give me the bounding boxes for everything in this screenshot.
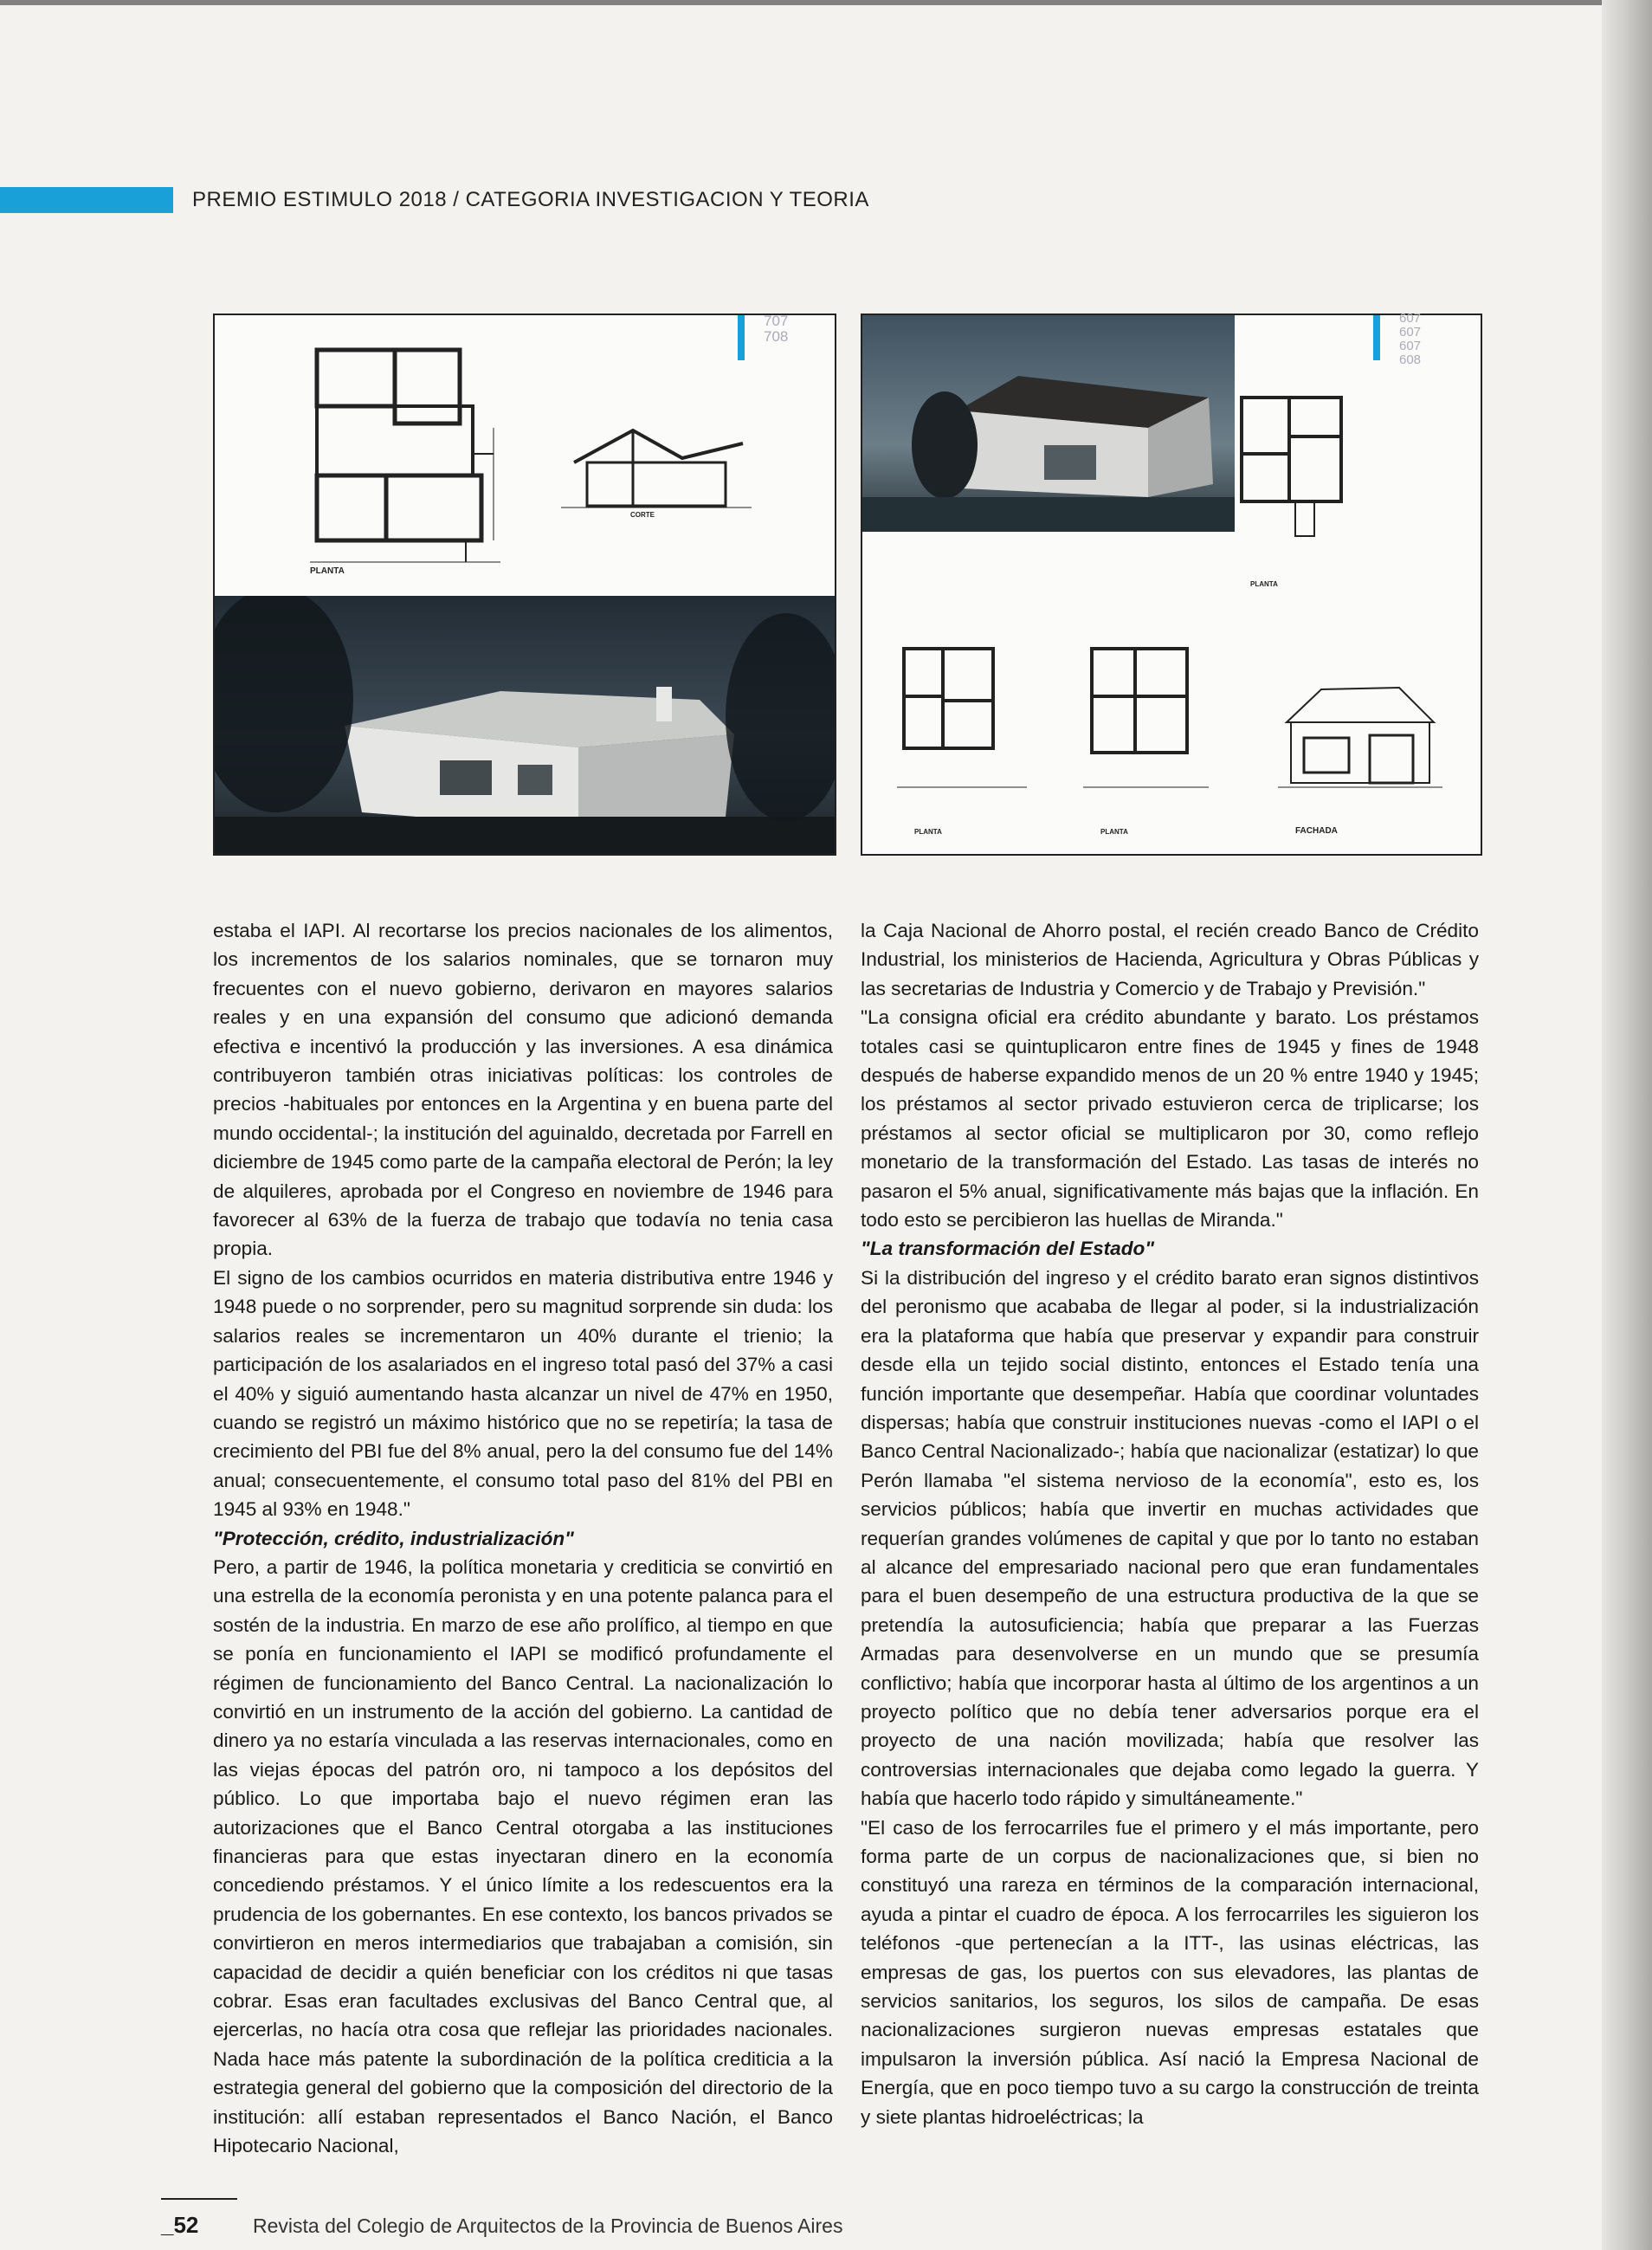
figure-house-707 [213,314,836,856]
plans-and-facade-drawing [862,315,1481,854]
scan-page-edge [1602,0,1652,2250]
house-photo-drawing [215,596,835,854]
paragraph: "La consigna oficial era crédito abundante y barato. Los préstamos totales casi se quintuplicaron entre fines de 1945 y fines de 1948 después de haberse expandido menos de un 20 % entre 1940 y 1945; los préstamos al sector privado estuvieron cerca de triplicarse; los préstamos al sector oficial se multiplicaron por 30, como reflejo monetario de la transformación del Estado. Las tasas de interés no pasaron el 5% anual, significativamente más bajas que la inflación. En todo esto se percibieron las huellas de Miranda." [861,1006,1479,1232]
footer-rule [161,2198,237,2200]
plan-label: PLANTA [914,828,942,836]
house-photo [215,596,835,854]
paragraph: Pero, a partir de 1946, la política monetaria y crediticia se convirtió en una estrella de la economía peronista y en una potente palanca para el sostén de la industria. En marzo de ese año prolífico, al tiempo en que se ponía en funcionamiento el IAPI se modificó profundamente el régimen de funcionamiento del Banco Central. La nacionalización lo convirtió en un instrumento de la acción del gobierno. La cantidad de dinero ya no estaría vinculada a las reservas internacionales, como en las viejas épocas del patrón oro, ni tampoco a los depósitos del público. Lo que importaba bajo el nuevo régimen eran las autorizaciones que el Banco Central otorgaba a las instituciones financieras para que estas inyectaran dinero en la economía concediendo préstamos. Y el único límite a los redescuentos era la prudencia de los gobernantes. En ese contexto, los bancos privados se convirtieron en meros intermediarios que trabajaban a comisión, sin capacidad de decidir a quién beneficiar con los créditos ni que tasas cobrar. Esas eran facultades exclusivas del Banco Central que, al ejercerlas, no hacía otra cosa que reflejar las prioridades nacionales. Nada hace más patente la subordinación de la política crediticia a la estrategia general del gobierno que la composición del directorio de la institución: allí estaban representados el Banco Nación, el Banco Hipotecario Nacional, [213,1555,833,2157]
section-header: PREMIO ESTIMULO 2018 / CATEGORIA INVESTIGACION Y TEORIA [192,188,869,211]
plan-label: PLANTA [1250,580,1278,588]
article-column-left [213,916,833,2160]
article-column-right [861,916,1479,2131]
facade-label: FACHADA [1295,826,1338,836]
scan-top-edge [0,0,1610,5]
page-number: _52 [161,2212,199,2238]
figure-house-607 [861,311,1482,856]
publication-name: Revista del Colegio de Arquitectos de la Provincia de Buenos Aires [253,2214,843,2237]
figure-accent-mark [738,315,745,360]
paragraph: estaba el IAPI. Al recortarse los precios nacionales de los alimentos, los incrementos de los salarios nominales, que se tornaron muy frecuentes con el nuevo gobierno, derivaron en mayores salarios reales y en una expansión del consumo que adicionó demanda efectiva e incentivó la producción y las inversiones. A esa dinámica contribuyeron también otras iniciativas políticas: los controles de precios -habituales por entonces en la Argentina y en buena parte del mundo occidental-; la institución del aguinaldo, decretada por Farrell en diciembre de 1945 como parte de la campaña electoral de Perón; la ley de alquileres, aprobada por el Congreso en noviembre de 1946 para favorecer al 63% de la fuerza de trabajo que todavía no tenia casa propia. [213,920,833,1260]
paragraph: Si la distribución del ingreso y el crédito barato eran signos distintivos del peronismo que acababa de llegar al poder, si la industrialización era la plataforma que había que preservar y expandir para construir desde ella un tejido social distinto, entonces el Estado tenía una función importante que desempeñar. Había que coordinar voluntades dispersas; había que construir instituciones nuevas -como el IAPI o el Banco Central Nacionalizado-; había que nacionalizar (estatizar) lo que Perón llamaba "el sistema nervioso de la economía", esto es, los servicios públicos; había que invertir en muchas actividades que requerían grandes volúmenes de capital y que por lo tanto no estaban al alcance del empresariado nacional pero que eran fundamentales para el buen desempeño de una estructura productiva de la que se pretendía la autosuficiencia; había que preparar a las Fuerzas Armadas para desenvolverse en un mundo que se presumía conflictivo; había que incorporar hasta al último de los argentinos a un proyecto político que no debía tener adversarios porque era el proyecto de una nación movilizada; había que resolver las controversias internacionales que dejaba como legado la guerra. Y había que hacerlo todo rápido y simultáneamente." [861,1266,1479,1810]
subheading: "La transformación del Estado" [861,1238,1155,1260]
paragraph: El signo de los cambios ocurridos en materia distributiva entre 1946 y 1948 puede o no sorprender, pero su magnitud sorprende sin duda: los salarios reales se incrementaron un 40% durante el trienio; la participación de los asalariados en el ingreso total pasó del 37% a casi el 40% y siguió aumentando hasta alcanzar un nivel de 47% en 1950, cuando se registró un máximo histórico que no se repetiría; la tasa de crecimiento del PBI fue del 8% anual, pero la del consumo fue del 14% anual; consecuentemente, el consumo total paso del 81% del PBI en 1945 al 93% en 1948." [213,1266,833,1521]
figure-page-tags: 607 607 607 608 [1399,311,1422,367]
paragraph: la Caja Nacional de Ahorro postal, el recién creado Banco de Crédito Industrial, los ministerios de Hacienda, Agricultura y Obras Públicas y las secretarias de Industria y Comercio y de Trabajo y Previsión." [861,920,1479,999]
section-accent-bar [0,187,173,213]
subheading: "Protección, crédito, industrialización" [213,1527,574,1549]
plan-label: PLANTA [310,566,345,576]
section-label: CORTE [630,511,655,519]
plan-label: PLANTA [1100,828,1128,836]
paragraph: "El caso de los ferrocarriles fue el primero y el más importante, pero forma parte de un corpus de nacionalizaciones que, si bien no constituyó una rareza en términos de la comparación internacional, ayuda a pintar el cuadro de época. A los ferrocarriles les siguieron los teléfonos -que pertenecían a la ITT-, las usinas eléctricas, las empresas de gas, los puertos con sus elevadores, las plantas de servicios sanitarios, los seguros, los silos de campaña. De esas nacionalizaciones surgieron nuevas empresas estatales que impulsaron la inversión pública. Así nació la Empresa Nacional de Energía, que en poco tiempo tuvo a su cargo la construcción de treinta y siete plantas hidroeléctricas; la [861,1816,1479,2128]
figure-page-tags: 707 708 [764,313,789,345]
